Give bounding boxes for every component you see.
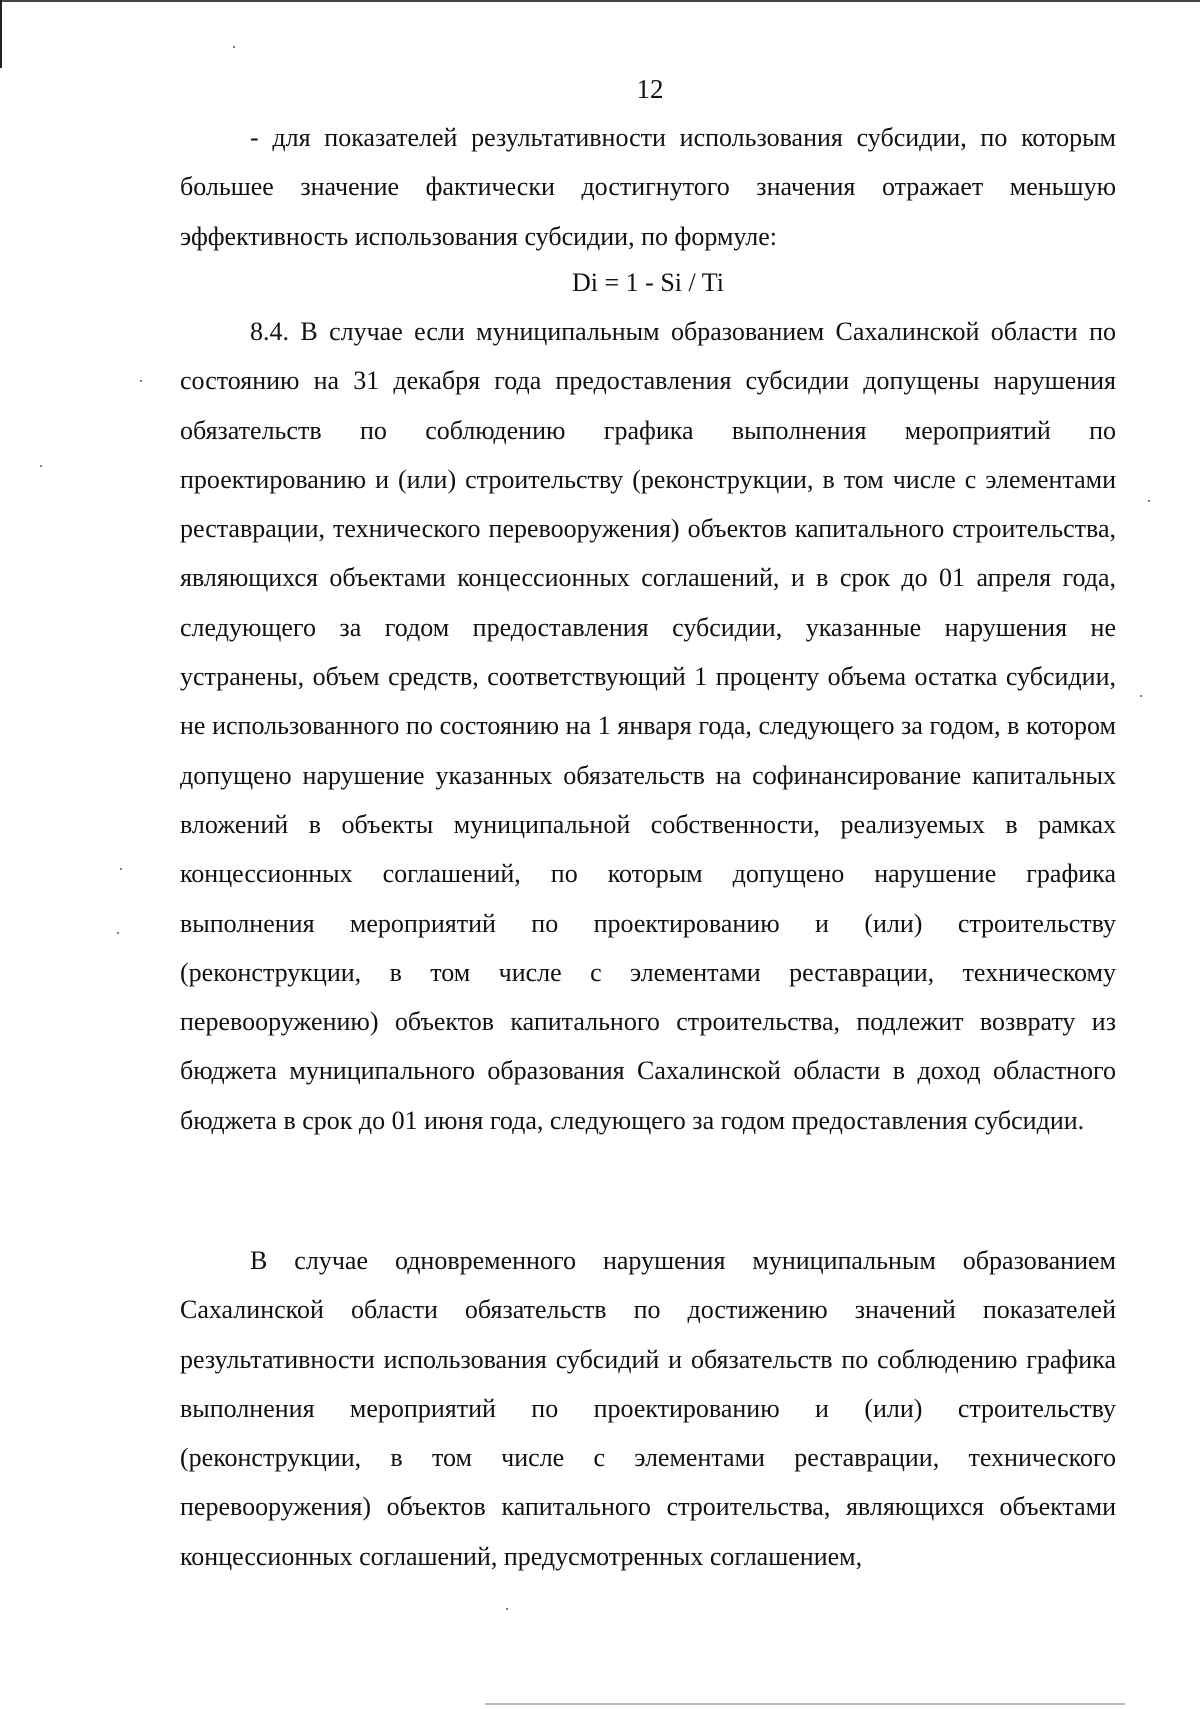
page-bottom-edge: [485, 1703, 1125, 1705]
scan-speck: [506, 1608, 508, 1610]
scan-speck: [117, 932, 119, 934]
scan-speck: [1140, 695, 1142, 697]
scan-speck: [40, 465, 42, 467]
scan-speck: [140, 380, 142, 382]
page-top-edge: [0, 0, 1200, 2]
scan-speck: [120, 868, 122, 870]
formula: Di = 1 - Si / Ti: [572, 268, 724, 297]
paragraph-simultaneous-violation: В случае одновременного нарушения муниципальным образованием Сахалинской области обязательств по достижению значений показателей результативности использования субсидий и обязательств по соблюдению графика выполнения мероприятий по проектированию и (или) строительству (реконструкции, в том числе с элементами реставрации, технического перевооружения) объектов капитального строительства, являющихся объектами концессионных соглашений, предусмотренных соглашением,: [180, 1246, 1116, 1571]
page-number: 12: [636, 74, 664, 104]
scan-speck: [233, 46, 235, 48]
paragraph-section-8-4: 8.4. В случае если муниципальным образованием Сахалинской области по состоянию на 31 декабря года предоставления субсидии допущены нарушения обязательств по соблюдению графика выполнения мероприятий по проектированию и (или) строительству (реконструкции, в том числе с элементами реставрации, технического перевооружения) объектов капитального строительства, являющихся объектами концессионных соглашений, и в срок до 01 апреля года, следующего за годом предоставления субсидии, указанные нарушения не устранены, объем средств, соответствующий 1 проценту объема остатка субсидии, не использованного по состоянию на 1 января года, следующего за годом, в котором допущено нарушение указанных обязательств на софинансирование капитальных вложений в объекты муниципальной собственности, реализуемых в рамках концессионных соглашений, по которым допущено нарушение графика выполнения мероприятий по проектированию и (или) строительству (реконструкции, в том числе с элементами реставрации, техническому перевооружению) объектов капитального строительства, подлежит возврату из бюджета муниципального образования Сахалинской области в доход областного бюджета в срок до 01 июня года, следующего за годом предоставления субсидии.: [180, 317, 1116, 1135]
paragraph-indicators-formula-intro: - для показателей результативности использования субсидии, по которым большее значение фактически достигнутого значения отражает меньшую эффективность использования субсидии, по формуле:: [180, 123, 1116, 251]
page-left-edge: [0, 0, 2, 68]
scan-speck: [1148, 500, 1150, 502]
